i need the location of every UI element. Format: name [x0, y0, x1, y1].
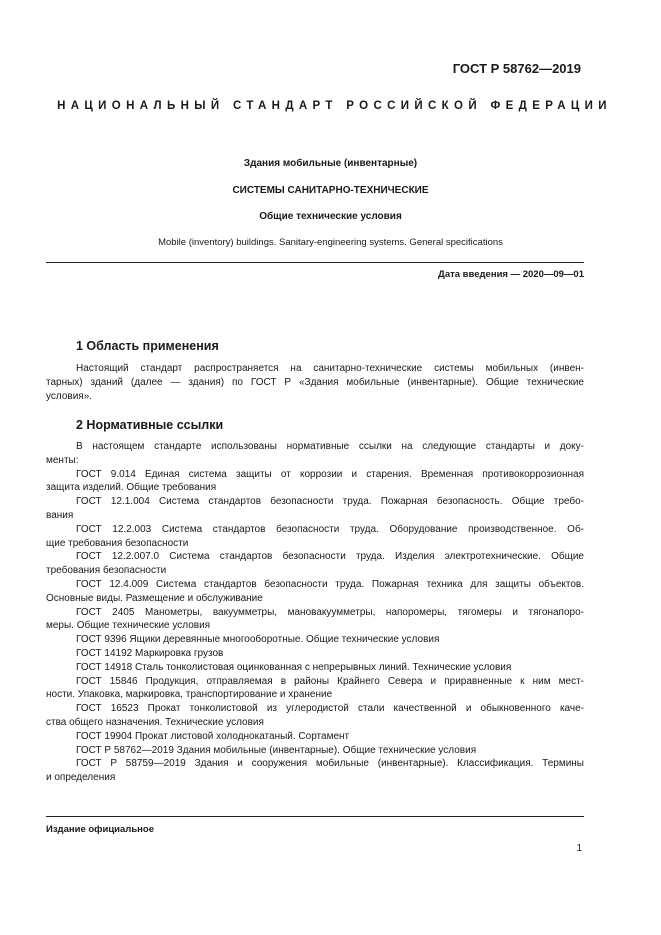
reference-line: ства общего назначения. Технические условия — [46, 716, 264, 728]
introduction-date: Дата введения — 2020—09—01 — [438, 269, 584, 280]
reference-line: ГОСТ 15846 Продукция, отправляемая в районы Крайнего Севера и приравненные к ним мест- — [76, 675, 584, 687]
reference-line: ГОСТ 14918 Сталь тонколистовая оцинкованная с непрерывных линий. Технические условия — [76, 661, 512, 673]
text-line: менты: — [46, 454, 79, 466]
reference-line: ГОСТ 12.4.009 Система стандартов безопасности труда. Пожарная техника для защиты объектов. — [76, 578, 584, 590]
reference-line: ГОСТ 14192 Маркировка грузов — [76, 647, 224, 659]
reference-line: ГОСТ 12.2.003 Система стандартов безопасности труда. Оборудование производственное. Об- — [76, 523, 584, 535]
title-line-1: Здания мобильные (инвентарные) — [243, 158, 418, 169]
reference-line: ГОСТ 12.2.007.0 Система стандартов безопасности труда. Изделия электротехнические. Общие — [76, 551, 584, 563]
reference-line: ГОСТ Р 58762—2019 Здания мобильные (инвентарные). Общие технические условия — [76, 744, 477, 756]
text-line: Настоящий стандарт распространяется на санитарно-технические системы мобильных (инвен- — [76, 363, 584, 374]
english-title: Mobile (inventory) buildings. Sanitary-engineering systems. General specifications — [158, 237, 503, 248]
section-2-heading: 2 Нормативные ссылки — [76, 418, 224, 432]
reference-line: защита изделий. Общие требования — [46, 482, 217, 494]
reference-line: ГОСТ 16523 Прокат тонколистовой из углеродистой стали качественной и обыкновенного каче- — [76, 703, 584, 715]
section-1-heading: 1 Область применения — [76, 339, 219, 353]
title-divider — [46, 262, 584, 263]
reference-line: ГОСТ 19904 Прокат листовой холоднокатаный. Сортамент — [76, 730, 350, 742]
page-number: 1 — [576, 843, 582, 854]
reference-line: ности. Упаковка, маркировка, транспортирование и хранение — [46, 689, 333, 701]
reference-line: ГОСТ 9.014 Единая система защиты от коррозии и старения. Временная противокоррозионная — [76, 468, 584, 480]
reference-line: требования безопасности — [46, 565, 167, 577]
document-code: ГОСТ Р 58762—2019 — [452, 61, 581, 76]
title-line-3: Общие технические условия — [259, 211, 402, 222]
reference-line: ГОСТ 2405 Манометры, вакуумметры, мановакуумметры, напоромеры, тягомеры и тягонапоро- — [76, 606, 584, 618]
text-line: условия». — [46, 390, 93, 402]
reference-line: щие требования безопасности — [46, 537, 189, 549]
footer-divider — [46, 816, 584, 817]
title-line-2: СИСТЕМЫ САНИТАРНО-ТЕХНИЧЕСКИЕ — [232, 185, 429, 196]
reference-line: ГОСТ 9396 Ящики деревянные многооборотные. Общие технические условия — [76, 634, 440, 646]
reference-line: и определения — [46, 772, 116, 784]
reference-line: ГОСТ Р 58759—2019 Здания и сооружения мобильные (инвентарные). Классификация. Термины — [76, 758, 584, 770]
reference-line: Основные виды. Размещение и обслуживание — [46, 592, 263, 604]
text-line: В настоящем стандарте использованы нормативные ссылки на следующие стандарты и доку- — [76, 441, 584, 452]
reference-line: меры. Общие технические условия — [46, 620, 211, 632]
national-standard-banner: НАЦИОНАЛЬНЫЙ СТАНДАРТ РОССИЙСКОЙ ФЕДЕРАЦИИ — [57, 100, 612, 112]
reference-line: ГОСТ 12.1.004 Система стандартов безопасности труда. Пожарная безопасность. Общие требо- — [76, 496, 584, 508]
official-edition-label: Издание официальное — [46, 824, 154, 835]
section-1-paragraph — [46, 362, 584, 403]
section-2-references — [46, 440, 584, 785]
text-line: тарных) зданий (далее — здания) по ГОСТ Р «Здания мобильные (инвентарные). Общие технические — [46, 376, 584, 388]
reference-line: вания — [46, 509, 74, 521]
